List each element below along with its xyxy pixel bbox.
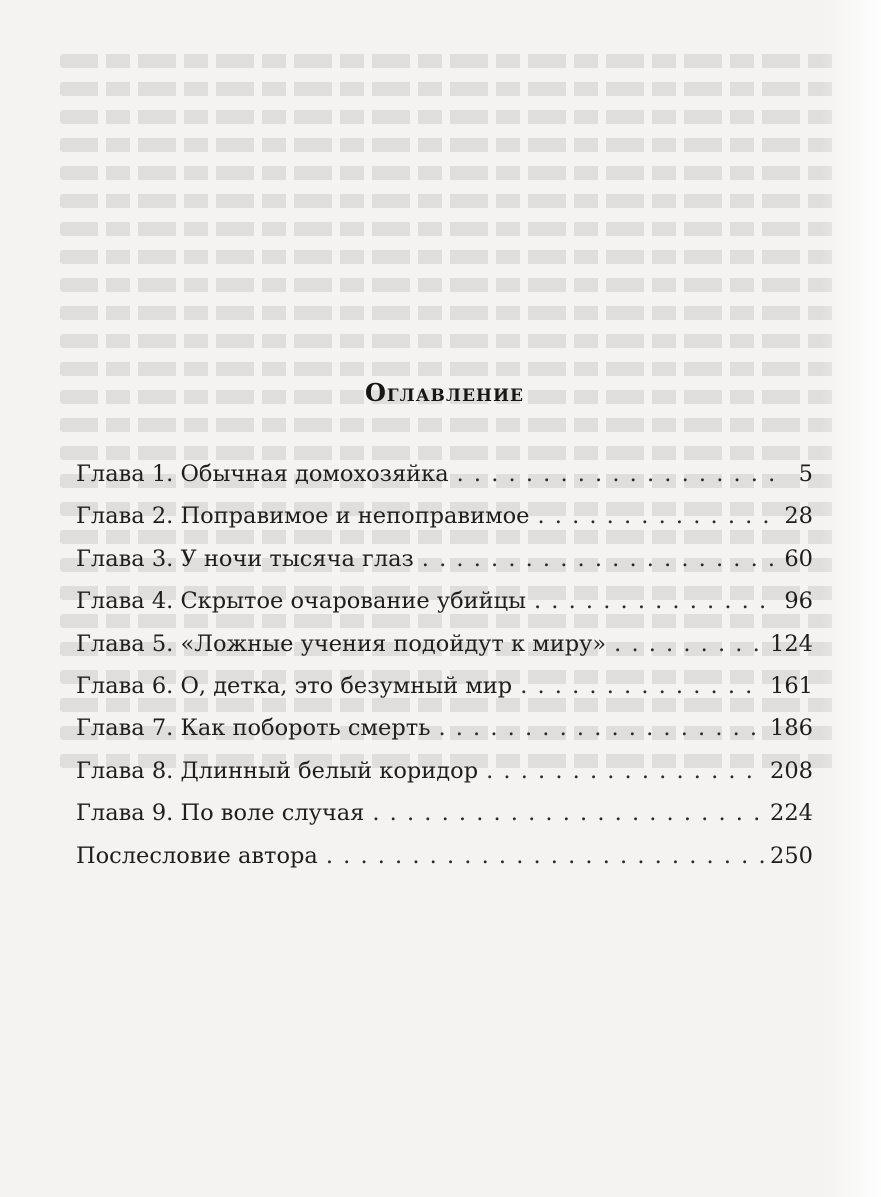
toc-entry-page: 161	[770, 672, 813, 699]
dot-leader	[422, 538, 779, 580]
toc-entry-page: 5	[798, 461, 813, 487]
toc-entry-label: Глава 4. Скрытое очарование убийцы	[76, 588, 526, 615]
toc-entry[interactable]	[76, 538, 813, 580]
toc-entry-label: Глава 2. Поправимое и непоправимое	[76, 503, 530, 530]
toc-entry[interactable]	[76, 495, 813, 537]
toc-title: Оглавление	[365, 378, 524, 407]
toc-entry[interactable]	[76, 453, 813, 495]
dot-leader	[614, 623, 764, 665]
toc-entry[interactable]	[76, 707, 813, 749]
table-of-contents	[76, 378, 813, 877]
dot-leader	[520, 665, 764, 707]
dot-leader	[534, 580, 778, 622]
toc-entry-page: 186	[770, 715, 813, 742]
toc-entry-page: 250	[770, 842, 813, 869]
toc-entry-page: 96	[784, 588, 813, 615]
page-edge-shading	[821, 0, 881, 1197]
toc-list	[76, 453, 813, 877]
toc-entry-page: 124	[770, 630, 813, 657]
toc-entry-label: Глава 5. «Ложные учения подойдут к миру»	[76, 630, 607, 657]
toc-entry-label: Глава 3. У ночи тысяча глаз	[76, 545, 414, 572]
toc-entry-page: 28	[784, 503, 813, 530]
toc-entry-page: 224	[770, 800, 813, 827]
toc-entry-label: Глава 6. О, детка, это безумный мир	[76, 672, 513, 699]
dot-leader	[537, 495, 778, 537]
toc-entry-label: Глава 9. По воле случая	[76, 800, 365, 827]
toc-entry[interactable]	[76, 580, 813, 622]
toc-entry-label: Глава 7. Как побороть смерть	[76, 715, 431, 742]
dot-leader	[457, 453, 787, 495]
toc-entry-label: Глава 1. Обычная домохозяйка	[76, 461, 449, 487]
dot-leader	[326, 835, 764, 877]
toc-entry[interactable]	[76, 623, 813, 665]
toc-entry-label: Послесловие автора	[76, 842, 318, 869]
toc-entry[interactable]	[76, 792, 813, 834]
dot-leader	[486, 750, 764, 792]
toc-entry-page: 60	[784, 545, 813, 572]
toc-entry[interactable]	[76, 835, 813, 877]
dot-leader	[372, 792, 764, 834]
toc-entry[interactable]	[76, 665, 813, 707]
toc-entry-label: Глава 8. Длинный белый коридор	[76, 757, 479, 784]
toc-entry-page: 208	[770, 757, 813, 784]
dot-leader	[438, 707, 764, 749]
toc-entry[interactable]	[76, 750, 813, 792]
